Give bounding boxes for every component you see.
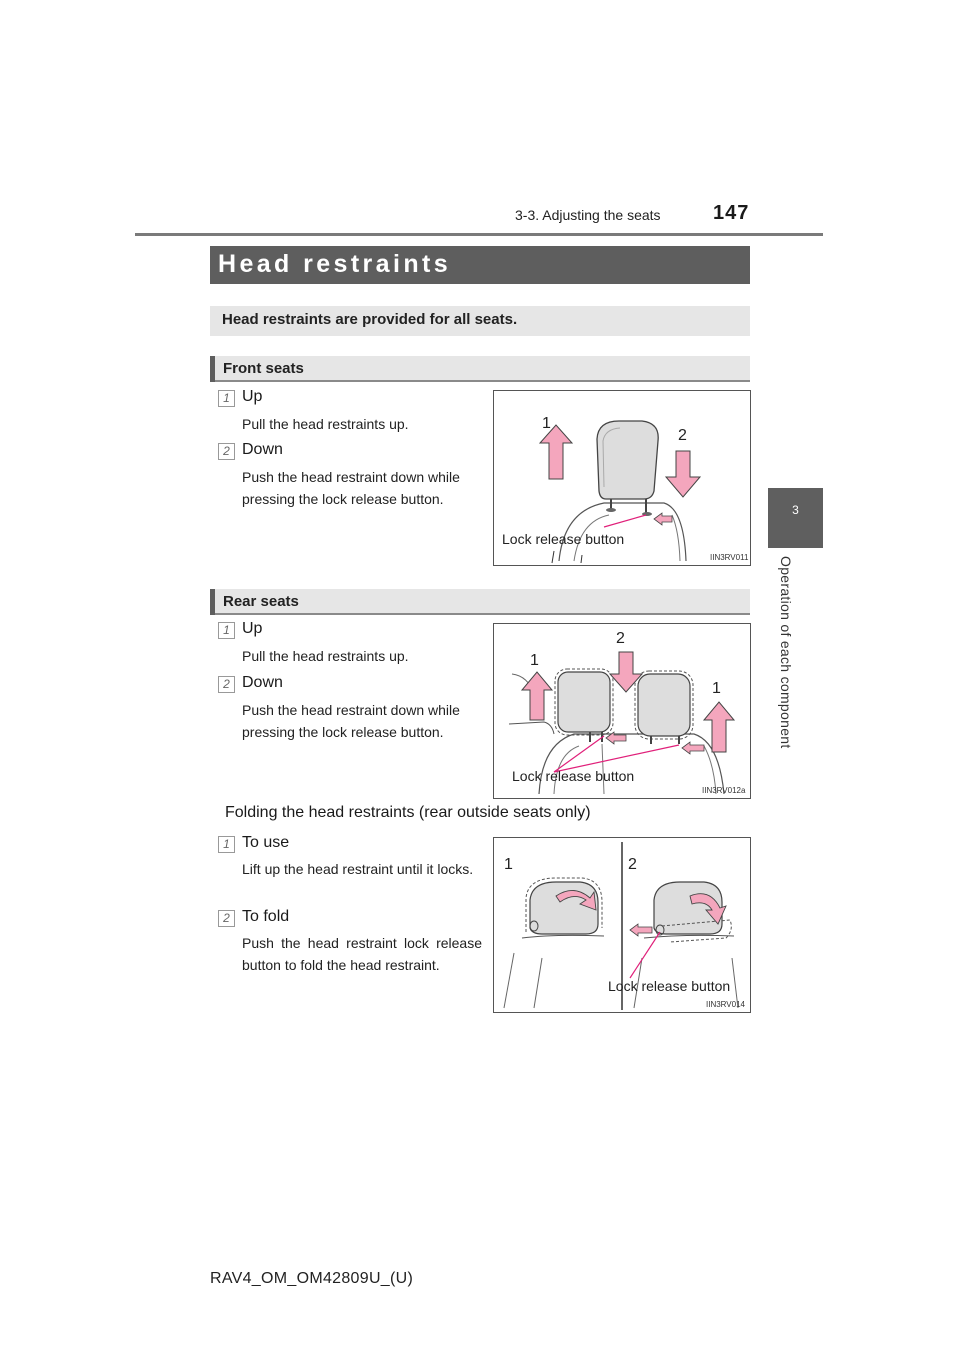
figure-code: IIN3RV012a — [702, 786, 746, 795]
figure-label-2: 2 — [678, 427, 687, 444]
step-description: Pull the head restraints up. — [242, 416, 409, 432]
figure-label-1: 1 — [530, 652, 539, 669]
step-number: 1 — [218, 622, 235, 639]
front-seats-heading: Front seats — [223, 360, 304, 377]
step-description: Push the head restraint down while pressing the lock release button. — [242, 469, 460, 507]
page-number: 147 — [713, 202, 750, 224]
step-number: 2 — [218, 676, 235, 693]
front-seats-illustration — [493, 390, 751, 566]
step-title: To fold — [242, 908, 290, 925]
step-title: Down — [242, 674, 283, 691]
document-code-footer: RAV4_OM_OM42809U_(U) — [210, 1270, 414, 1287]
chapter-tab-number: 3 — [792, 503, 799, 517]
step-number: 1 — [218, 836, 235, 853]
lock-release-callout: Lock release button — [608, 978, 731, 994]
front-seats-heading-accent — [210, 356, 215, 382]
step-title: Up — [242, 620, 263, 637]
figure-label-2: 2 — [616, 630, 625, 647]
figure-label-2: 2 — [628, 856, 637, 873]
step-title: To use — [242, 834, 290, 851]
rear-seats-heading-accent — [210, 589, 215, 615]
figure-code: IIN3RV011 — [710, 553, 749, 562]
page-title: Head restraints — [218, 250, 452, 278]
folding-heading: Folding the head restraints (rear outside seats only) — [225, 804, 591, 821]
lock-release-callout: Lock release button — [512, 768, 635, 784]
lock-release-callout: Lock release button — [502, 531, 625, 547]
step-description: Push the head restraint lock release button to fold the head restraint. — [242, 935, 482, 973]
figure-label-1-right: 1 — [712, 680, 721, 697]
step-title: Up — [242, 388, 263, 405]
rear-seats-illustration — [493, 623, 751, 799]
step-number: 1 — [218, 390, 235, 407]
section-reference: 3-3. Adjusting the seats — [515, 207, 661, 223]
rear-seats-heading: Rear seats — [223, 593, 299, 610]
chapter-tab-label: Operation of each component — [778, 556, 794, 749]
figure-label-1: 1 — [542, 415, 551, 432]
figure-label-1: 1 — [504, 856, 513, 873]
chapter-tab — [768, 488, 823, 548]
step-number: 2 — [218, 910, 235, 927]
step-description: Pull the head restraints up. — [242, 648, 409, 664]
step-description: Lift up the head restraint until it locks. — [242, 861, 474, 877]
step-title: Down — [242, 441, 283, 458]
step-description: Push the head restraint down while pressing the lock release button. — [242, 702, 460, 740]
intro-text: Head restraints are provided for all seats. — [222, 311, 518, 328]
figure-code: IIN3RV014 — [706, 1000, 745, 1009]
folding-illustration — [493, 837, 751, 1013]
step-number: 2 — [218, 443, 235, 460]
header-rule — [135, 233, 823, 236]
